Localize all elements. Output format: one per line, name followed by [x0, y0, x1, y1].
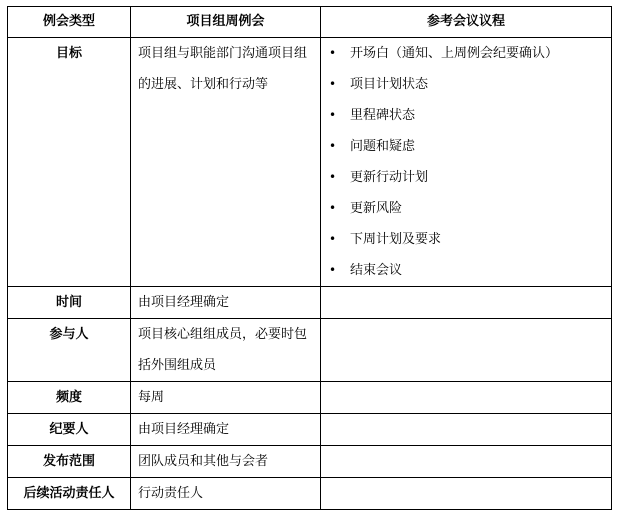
distribution-desc: 团队成员和其他与会者: [131, 446, 321, 478]
agenda-item-label: 开场白（通知、上周例会纪要确认）: [350, 46, 559, 61]
bullet-icon: •: [329, 77, 337, 91]
bullet-icon: •: [329, 263, 337, 277]
table-row-distribution: [8, 446, 612, 478]
agenda-item-label: 下周计划及要求: [350, 232, 442, 247]
time-desc: 由项目经理确定: [131, 287, 321, 319]
table-row-minutes-taker: [8, 414, 612, 446]
agenda-cell: [321, 38, 612, 287]
agenda-item-label: 结束会议: [350, 263, 403, 278]
meeting-table: [7, 6, 612, 510]
header-project-weekly: 项目组周例会: [131, 7, 321, 38]
agenda-item: [321, 131, 611, 162]
participants-label: 参与人: [8, 319, 131, 382]
followup-label: 后续活动责任人: [8, 478, 131, 510]
bullet-icon: •: [329, 232, 337, 246]
empty-cell: [321, 382, 612, 414]
bullet-icon: •: [329, 139, 337, 153]
empty-cell: [321, 414, 612, 446]
agenda-item: [321, 255, 611, 286]
table-row-frequency: [8, 382, 612, 414]
table-row-time: [8, 287, 612, 319]
agenda-item: [321, 69, 611, 100]
distribution-label: 发布范围: [8, 446, 131, 478]
header-row: [8, 7, 612, 38]
frequency-label: 频度: [8, 382, 131, 414]
empty-cell: [321, 319, 612, 382]
followup-desc: 行动责任人: [131, 478, 321, 510]
minutes-taker-label: 纪要人: [8, 414, 131, 446]
agenda-item-label: 项目计划状态: [350, 77, 429, 92]
empty-cell: [321, 446, 612, 478]
agenda-item: [321, 100, 611, 131]
agenda-item-label: 更新风险: [350, 201, 403, 216]
goal-desc: 项目组与职能部门沟通项目组的进展、计划和行动等: [131, 38, 321, 287]
participants-desc: 项目核心组组成员，必要时包括外围组成员: [131, 319, 321, 382]
bullet-icon: •: [329, 201, 337, 215]
header-meeting-type: 例会类型: [8, 7, 131, 38]
agenda-item: [321, 193, 611, 224]
minutes-taker-desc: 由项目经理确定: [131, 414, 321, 446]
bullet-icon: •: [329, 46, 337, 60]
table-row-participants: [8, 319, 612, 382]
table-row-goal: [8, 38, 612, 287]
agenda-item: [321, 38, 611, 69]
empty-cell: [321, 287, 612, 319]
bullet-icon: •: [329, 170, 337, 184]
agenda-list: [321, 38, 611, 286]
frequency-desc: 每周: [131, 382, 321, 414]
goal-label: 目标: [8, 38, 131, 287]
agenda-item: [321, 162, 611, 193]
agenda-item-label: 里程碑状态: [350, 108, 416, 123]
empty-cell: [321, 478, 612, 510]
agenda-item: [321, 224, 611, 255]
header-agenda: 参考会议议程: [321, 7, 612, 38]
time-label: 时间: [8, 287, 131, 319]
agenda-item-label: 更新行动计划: [350, 170, 429, 185]
table-row-followup: [8, 478, 612, 510]
agenda-item-label: 问题和疑虑: [350, 139, 416, 154]
bullet-icon: •: [329, 108, 337, 122]
